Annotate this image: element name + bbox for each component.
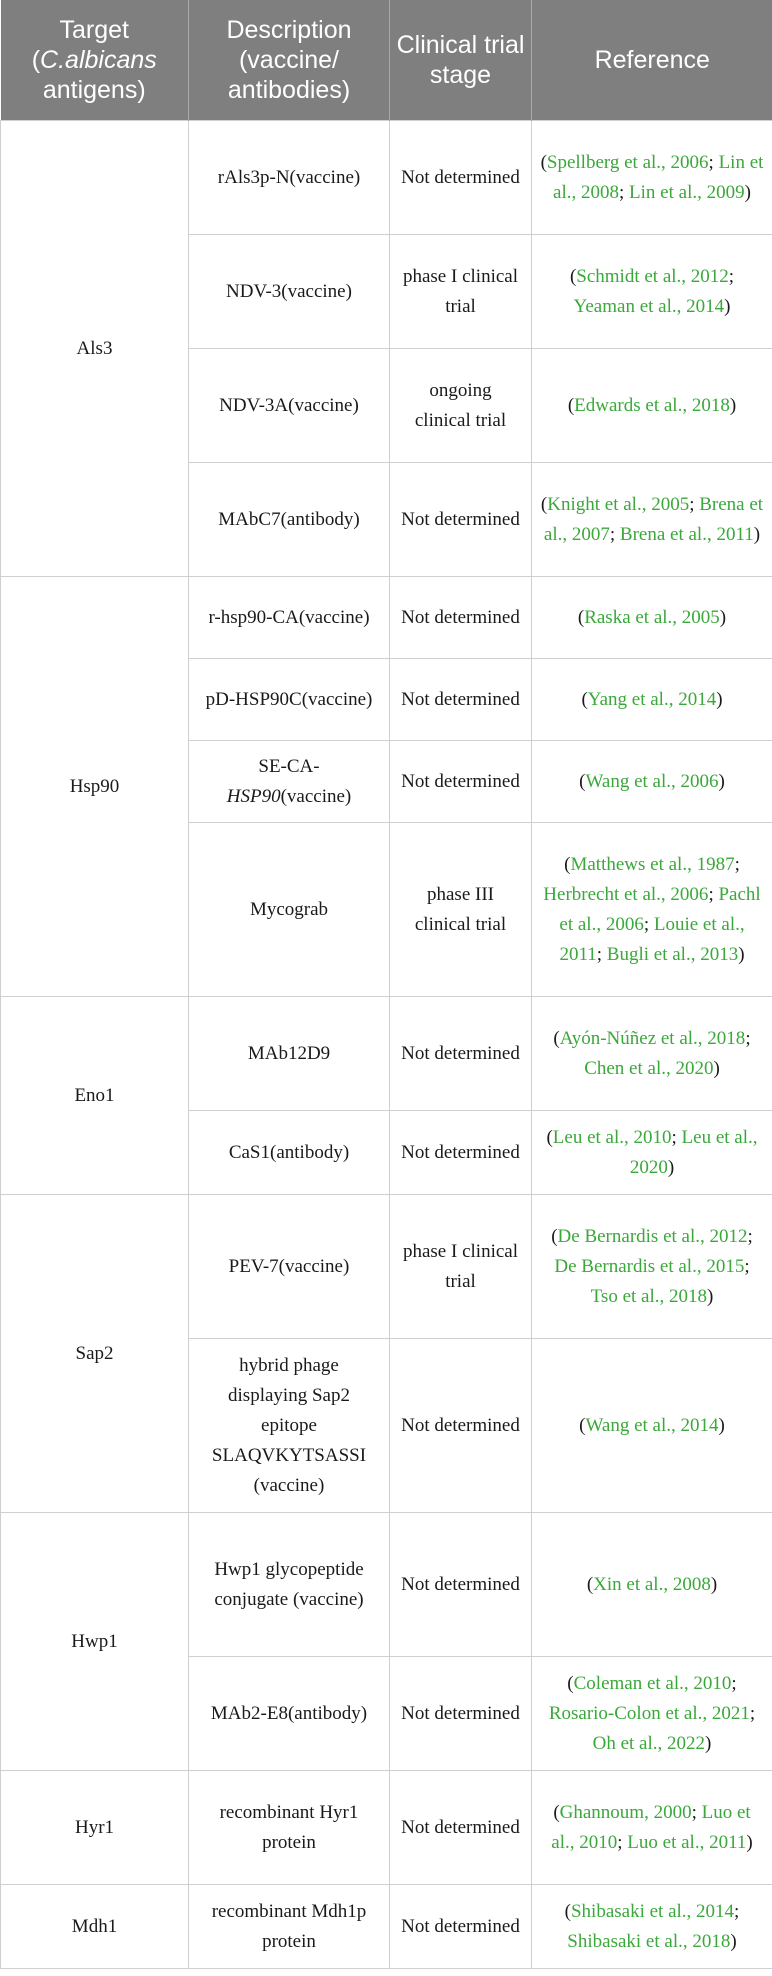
paren-close: ) <box>744 181 751 203</box>
citation-link[interactable]: Coleman et al., 2010 <box>573 1672 732 1694</box>
stage-cell: Not determined <box>390 577 532 659</box>
citation-link[interactable]: Chen et al., 2020 <box>584 1057 714 1079</box>
description-cell: SE-CA- HSP90(vaccine) <box>189 741 390 823</box>
citation-separator: ; <box>617 1831 628 1853</box>
reference-cell <box>532 659 772 741</box>
citation-link[interactable]: Luo et al., 2010 <box>551 1801 751 1853</box>
paren-close: ) <box>705 1732 712 1754</box>
citation-separator: ; <box>596 943 607 965</box>
stage-cell: Not determined <box>390 1657 532 1771</box>
citation-separator: ; <box>734 1900 740 1922</box>
target-cell: Als3 <box>1 121 189 577</box>
paren-close: ) <box>707 1285 714 1307</box>
citation-link[interactable]: Oh et al., 2022 <box>592 1732 706 1754</box>
target-cell: Hsp90 <box>1 577 189 997</box>
citation-separator: ; <box>744 1255 750 1277</box>
reference-cell <box>532 1657 772 1771</box>
citation-link[interactable]: Yang et al., 2014 <box>587 688 717 710</box>
stage-cell: Not determined <box>390 1513 532 1657</box>
reference-cell <box>532 1513 772 1657</box>
description-cell: NDV-3(vaccine) <box>189 235 390 349</box>
paren-close: ) <box>730 1930 737 1952</box>
citation-link[interactable]: Ghannoum, 2000 <box>559 1801 692 1823</box>
stage-cell: ongoing clinical trial <box>390 349 532 463</box>
stage-cell: Not determined <box>390 1111 532 1195</box>
paren-close: ) <box>738 943 745 965</box>
stage-cell: Not determined <box>390 741 532 823</box>
citation-separator: ; <box>689 493 700 515</box>
gene-name: HSP90 <box>226 785 281 807</box>
paren-close: ) <box>746 1831 753 1853</box>
description-cell: MAb2-E8(antibody) <box>189 1657 390 1771</box>
citation-link[interactable]: Brena et al., 2011 <box>619 523 754 545</box>
citation-separator: ; <box>708 883 719 905</box>
citation-link[interactable]: Pachl et al., 2006 <box>559 883 761 935</box>
paren-close: ) <box>718 1414 725 1436</box>
paren-close: ) <box>724 295 731 317</box>
citation-link[interactable]: Ayón-Núñez et al., 2018 <box>559 1027 746 1049</box>
target-cell: Hwp1 <box>1 1513 189 1771</box>
citation-separator: ; <box>734 853 740 875</box>
reference-cell <box>532 1111 772 1195</box>
stage-cell: Not determined <box>390 121 532 235</box>
stage-cell: Not determined <box>390 659 532 741</box>
stage-cell: Not determined <box>390 463 532 577</box>
citation-separator: ; <box>708 151 719 173</box>
paren-open: ( <box>579 770 586 792</box>
stage-cell: phase I clinical trial <box>390 1195 532 1339</box>
citation-link[interactable]: Herbrecht et al., 2006 <box>543 883 709 905</box>
citation-separator: ; <box>691 1801 702 1823</box>
paren-close: ) <box>729 394 737 416</box>
description-cell: recombinant Mdh1p protein <box>189 1885 390 1969</box>
stage-cell: Not determined <box>390 1771 532 1885</box>
description-cell: PEV-7(vaccine) <box>189 1195 390 1339</box>
citation-separator: ; <box>731 1672 737 1694</box>
paren-open: ( <box>577 606 585 628</box>
citation-link[interactable]: Louie et al., 2011 <box>559 913 745 965</box>
stage-cell: Not determined <box>390 997 532 1111</box>
citation-link[interactable]: Shibasaki et al., 2014 <box>570 1900 735 1922</box>
target-cell: Hyr1 <box>1 1771 189 1885</box>
citation-link[interactable]: Schmidt et al., 2012 <box>576 265 729 287</box>
table-row <box>1 997 772 1111</box>
citation-link[interactable]: Matthews et al., 1987 <box>570 853 735 875</box>
paren-open: ( <box>553 1027 560 1049</box>
target-cell: Mdh1 <box>1 1885 189 1969</box>
table-header <box>1 0 772 121</box>
citation-link[interactable]: Shibasaki et al., 2018 <box>567 1930 731 1952</box>
citation-link[interactable]: Bugli et al., 2013 <box>606 943 739 965</box>
paren-close: ) <box>710 1573 718 1595</box>
paren-close: ) <box>667 1156 675 1178</box>
citation-link[interactable]: Wang et al., 2006 <box>585 770 719 792</box>
stage-cell: phase I clinical trial <box>390 235 532 349</box>
description-cell: MAb12D9 <box>189 997 390 1111</box>
paren-open: ( <box>564 1900 571 1922</box>
species-name: C.albicans <box>40 46 157 74</box>
header-stage: Clinical trial stage <box>390 0 532 121</box>
stage-cell: Not determined <box>390 1339 532 1513</box>
citation-link[interactable]: Lin et al., 2008 <box>553 151 764 203</box>
description-cell: Hwp1 glycopeptide conjugate (vaccine) <box>189 1513 390 1657</box>
paren-open: ( <box>564 853 571 875</box>
description-cell: rAls3p-N(vaccine) <box>189 121 390 235</box>
citation-separator: ; <box>749 1702 756 1724</box>
reference-cell <box>532 1195 772 1339</box>
paren-open: ( <box>579 1414 586 1436</box>
citation-separator: ; <box>671 1126 682 1148</box>
paren-open: ( <box>546 1126 553 1148</box>
reference-cell <box>532 1339 772 1513</box>
description-cell: recombinant Hyr1 protein <box>189 1771 390 1885</box>
citation-link[interactable]: Lin et al., 2009 <box>629 181 745 203</box>
citation-link[interactable]: Luo et al., 2011 <box>627 1831 747 1853</box>
header-reference: Reference <box>532 0 772 121</box>
paren-open: ( <box>581 688 588 710</box>
paren-open: ( <box>569 265 577 287</box>
citation-separator: ; <box>747 1225 753 1247</box>
citation-link[interactable]: De Bernardis et al., 2015 <box>554 1255 745 1277</box>
table-row <box>1 1885 772 1969</box>
citation-link[interactable]: Brena et al., 2007 <box>543 493 764 545</box>
citation-link[interactable]: Tso et al., 2018 <box>590 1285 708 1307</box>
reference-cell <box>532 1885 772 1969</box>
citation-link[interactable]: Leu et al., 2020 <box>629 1126 758 1178</box>
citation-separator: ; <box>609 523 620 545</box>
table-row <box>1 577 772 659</box>
paren-open: ( <box>540 493 548 515</box>
citation-link[interactable]: De Bernardis et al., 2012 <box>557 1225 748 1247</box>
paren-close: ) <box>753 523 761 545</box>
reference-cell <box>532 463 772 577</box>
target-cell: Sap2 <box>1 1195 189 1513</box>
description-cell: r-hsp90-CA(vaccine) <box>189 577 390 659</box>
paren-close: ) <box>718 770 725 792</box>
paren-open: ( <box>567 1672 574 1694</box>
reference-cell <box>532 1771 772 1885</box>
citation-link[interactable]: Raska et al., 2005 <box>584 606 720 628</box>
paren-open: ( <box>553 1801 560 1823</box>
reference-cell <box>532 121 772 235</box>
description-cell: pD-HSP90C(vaccine) <box>189 659 390 741</box>
header-description: Description (vaccine/ antibodies) <box>189 0 390 121</box>
citation-link[interactable]: Knight et al., 2005 <box>547 493 690 515</box>
citation-link[interactable]: Spellberg et al., 2006 <box>546 151 709 173</box>
description-cell: hybrid phage displaying Sap2 epitope SLAQVKYTSASSI (vaccine) <box>189 1339 390 1513</box>
paren-open: ( <box>540 151 547 173</box>
paren-close: ) <box>713 1057 720 1079</box>
citation-link[interactable]: Leu et al., 2010 <box>552 1126 672 1148</box>
citation-link[interactable]: Wang et al., 2014 <box>585 1414 719 1436</box>
citation-separator: ; <box>745 1027 751 1049</box>
citation-link[interactable]: Edwards et al., 2018 <box>574 394 730 416</box>
table-row <box>1 1771 772 1885</box>
description-cell: Mycograb <box>189 823 390 997</box>
stage-cell: Not determined <box>390 1885 532 1969</box>
paren-open: ( <box>551 1225 558 1247</box>
citation-link[interactable]: Rosario-Colon et al., 2021 <box>548 1702 750 1724</box>
reference-cell <box>532 235 772 349</box>
reference-cell <box>532 997 772 1111</box>
table-row <box>1 121 772 235</box>
citation-link[interactable]: Xin et al., 2008 <box>593 1573 711 1595</box>
citation-link[interactable]: Yeaman et al., 2014 <box>573 295 725 317</box>
reference-cell <box>532 741 772 823</box>
table-row <box>1 1195 772 1339</box>
description-cell: NDV-3A(vaccine) <box>189 349 390 463</box>
citation-separator: ; <box>619 181 630 203</box>
paren-open: ( <box>586 1573 594 1595</box>
paren-open: ( <box>567 394 575 416</box>
reference-cell <box>532 823 772 997</box>
table-row <box>1 1513 772 1657</box>
description-cell: CaS1(antibody) <box>189 1111 390 1195</box>
header-target: Target (C.albicans antigens) <box>1 0 189 121</box>
description-cell: MAbC7(antibody) <box>189 463 390 577</box>
citation-separator: ; <box>728 265 735 287</box>
citation-separator: ; <box>643 913 654 935</box>
stage-cell: phase III clinical trial <box>390 823 532 997</box>
paren-close: ) <box>716 688 723 710</box>
paren-close: ) <box>719 606 727 628</box>
reference-cell <box>532 349 772 463</box>
target-cell: Eno1 <box>1 997 189 1195</box>
reference-cell <box>532 577 772 659</box>
